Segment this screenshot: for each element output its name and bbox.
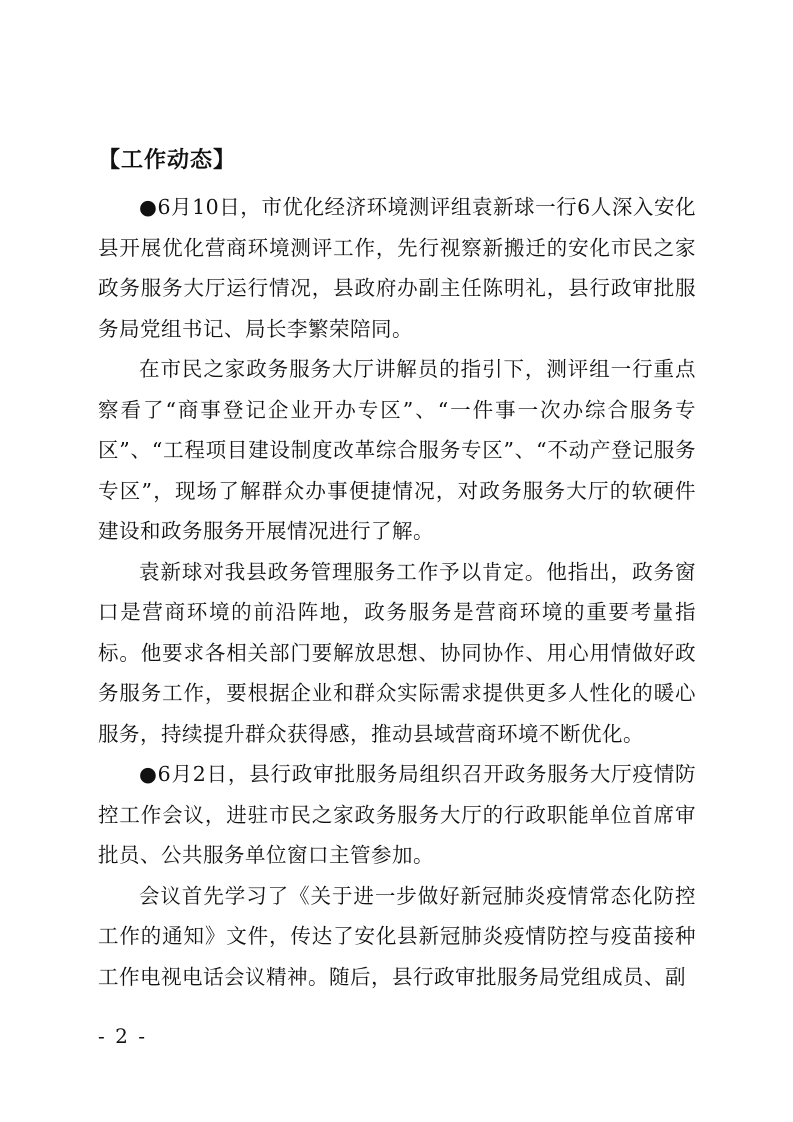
paragraph-2: 在市民之家政务服务大厅讲解员的指引下，测评组一行重点察看了“商事登记企业开办专区”、“一件事一次办综合服务专区”、“工程项目建设制度改革综合服务专区”、“不动产登记服务专区”，现场了解群众办事便捷情况，对政务服务大厅的软硬件建设和政务服务开展情况进行了解。 xyxy=(98,357,696,543)
paragraph-4: ●6月2日，县行政审批服务局组织召开政务服务大厅疫情防控工作会议，进驻市民之家政务服务大厅的行政职能单位首席审批员、公共服务单位窗口主管参加。 xyxy=(98,762,696,867)
section-title: 【工作动态】 xyxy=(98,148,237,173)
paragraph-3: 袁新球对我县政务管理服务工作予以肯定。他指出，政务窗口是营商环境的前沿阵地，政务服务是营商环境的重要考量指标。他要求各相关部门要解放思想、协同协作、用心用情做好政务服务工作，要根据企业和群众实际需求提供更多人性化的暖心服务，持续提升群众获得感，推动县域营商环境不断优化。 xyxy=(98,559,696,746)
page-number: - 2 - xyxy=(98,1024,147,1048)
paragraph-1: ●6月10日，市优化经济环境测评组袁新球一行6人深入安化县开展优化营商环境测评工作，先行视察新搬迁的安化市民之家政务服务大厅运行情况，县政府办副主任陈明礼，县行政审批服务局党组书记、局长李繁荣陪同。 xyxy=(98,195,696,341)
page-content xyxy=(98,143,696,997)
paragraph-5: 会议首先学习了《关于进一步做好新冠肺炎疫情常态化防控工作的通知》文件，传达了安化县新冠肺炎疫情防控与疫苗接种工作电视电话会议精神。随后，县行政审批服务局党组成员、副 xyxy=(98,883,696,989)
